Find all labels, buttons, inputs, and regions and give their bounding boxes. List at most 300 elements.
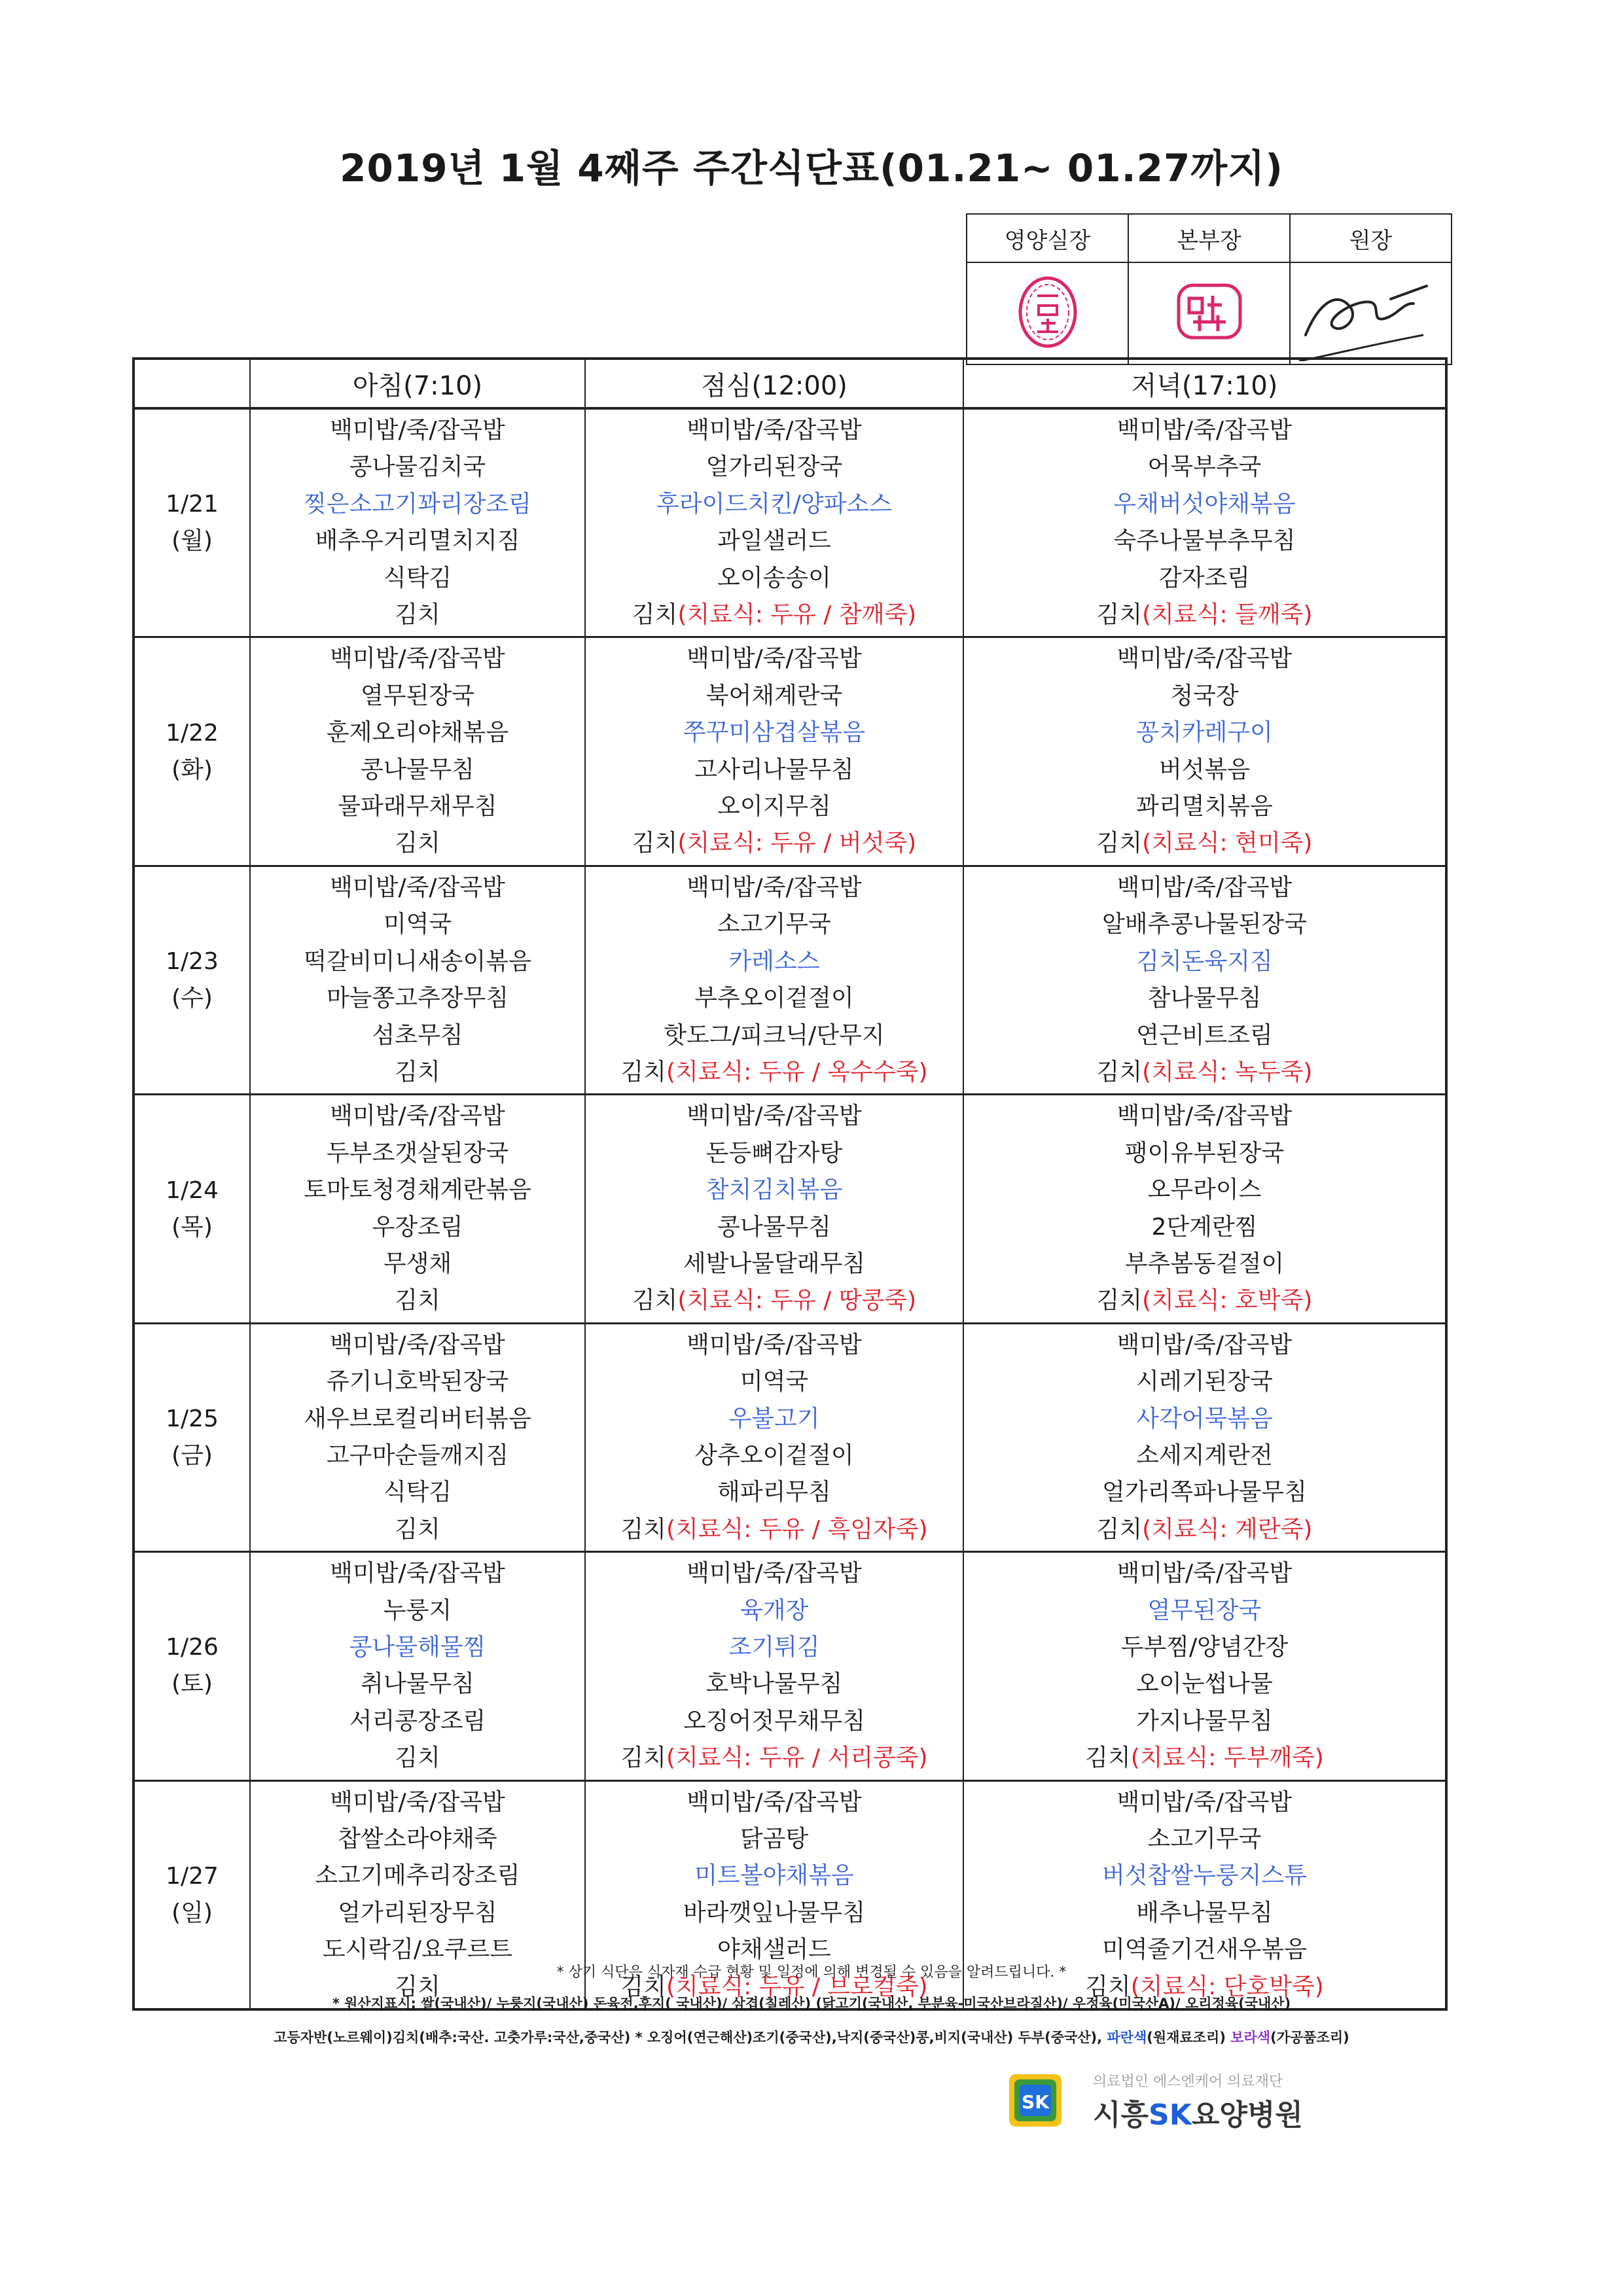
menu-item-text: 백미밥/죽/잡곡밥 bbox=[687, 874, 862, 901]
approval-sign-head bbox=[1290, 262, 1452, 364]
menu-item-text: 백미밥/죽/잡곡밥 bbox=[1116, 645, 1293, 673]
menu-item-text: 누룽지 bbox=[383, 1597, 452, 1624]
breakfast-cell bbox=[250, 637, 585, 866]
menu-item bbox=[586, 1438, 963, 1474]
approval-box bbox=[966, 213, 1452, 365]
menu-item bbox=[964, 486, 1445, 523]
day-date: 1/25 bbox=[166, 1405, 219, 1432]
menu-item bbox=[251, 825, 584, 862]
menu-item bbox=[251, 1135, 584, 1172]
menu-item bbox=[251, 870, 584, 906]
menu-item bbox=[251, 412, 584, 449]
menu-item-text: 어묵부추국 bbox=[1147, 453, 1262, 481]
menu-item-text: 무생채 bbox=[383, 1250, 452, 1277]
menu-item-text: 카레소스 bbox=[728, 947, 820, 975]
day-date: 1/23 bbox=[166, 948, 219, 976]
menu-item bbox=[251, 523, 584, 559]
menu-item bbox=[964, 1172, 1445, 1209]
menu-item bbox=[586, 1098, 963, 1135]
therapeutic-diet-note: (치료식: 호박죽) bbox=[1142, 1287, 1313, 1315]
menu-item-text: 호박나물무침 bbox=[705, 1670, 843, 1698]
menu-item bbox=[586, 825, 963, 862]
menu-item bbox=[251, 1364, 584, 1400]
menu-item-text: 섬초무침 bbox=[372, 1021, 463, 1049]
menu-item bbox=[251, 597, 584, 633]
therapeutic-diet-note: (치료식: 두유 / 흑임자죽) bbox=[666, 1515, 928, 1543]
menu-item-text: 고구마순들깨지짐 bbox=[326, 1441, 509, 1469]
lunch-cell bbox=[585, 637, 963, 866]
menu-item bbox=[251, 1858, 584, 1894]
menu-item bbox=[251, 641, 584, 677]
menu-item bbox=[964, 825, 1445, 862]
change-notice: * 상기 식단은 식자재 수급 현황 및 일정에 의해 변경될 수 있음을 알려드립니다. * bbox=[556, 1964, 1067, 1981]
menu-item bbox=[251, 1593, 584, 1629]
lunch-cell bbox=[585, 1323, 963, 1551]
day-row bbox=[134, 1095, 1446, 1323]
menu-item bbox=[586, 1327, 963, 1364]
day-weekday: (금) bbox=[171, 1441, 213, 1469]
menu-item-text: 김치 bbox=[620, 1515, 666, 1543]
menu-item bbox=[586, 1895, 963, 1932]
menu-item-text: 김치 bbox=[395, 1744, 440, 1772]
menu-item-text: 후라이드치킨/양파소스 bbox=[656, 490, 892, 518]
day-weekday: (목) bbox=[171, 1213, 213, 1241]
menu-item bbox=[964, 523, 1445, 559]
menu-item-text: 백미밥/죽/잡곡밥 bbox=[1116, 1560, 1293, 1587]
menu-item-text: 두부찜/양념간장 bbox=[1120, 1634, 1289, 1661]
menu-item-text: 백미밥/죽/잡곡밥 bbox=[687, 645, 862, 673]
menu-item-text: 김치 bbox=[620, 1058, 666, 1086]
menu-item-text: 김치 bbox=[632, 830, 678, 857]
dinner-cell bbox=[963, 1095, 1446, 1323]
day-row bbox=[134, 866, 1446, 1094]
logo-mark-text: SK bbox=[1022, 2091, 1049, 2113]
menu-item-text: 부추봄동겉절이 bbox=[1124, 1250, 1285, 1277]
therapeutic-diet-note: (치료식: 두유 / 버섯죽) bbox=[677, 830, 917, 857]
menu-item-text: 두부조갯살된장국 bbox=[326, 1139, 509, 1167]
menu-item-text: 상추오이겉절이 bbox=[694, 1441, 854, 1469]
menu-item-text: 야채샐러드 bbox=[717, 1936, 831, 1964]
menu-item bbox=[586, 1017, 963, 1054]
menu-item-text: 소고기무국 bbox=[1147, 1826, 1262, 1853]
day-row bbox=[134, 1552, 1446, 1780]
menu-item-text: 백미밥/죽/잡곡밥 bbox=[1116, 1331, 1293, 1358]
menu-item bbox=[251, 486, 584, 523]
menu-item-text: 청국장 bbox=[1170, 682, 1239, 709]
menu-item bbox=[586, 449, 963, 486]
legend-blue-desc: (원재료조리) bbox=[1147, 2030, 1226, 2045]
menu-item bbox=[586, 523, 963, 559]
menu-item bbox=[251, 1054, 584, 1091]
menu-item-text: 백미밥/죽/잡곡밥 bbox=[687, 1103, 862, 1130]
menu-item bbox=[251, 1282, 584, 1319]
menu-item-text: 감자조림 bbox=[1158, 564, 1251, 592]
approval-sign-director bbox=[1128, 262, 1290, 364]
menu-item-text: 꽈리멸치볶음 bbox=[1136, 793, 1273, 821]
signature-icon bbox=[1293, 263, 1450, 361]
menu-item-text: 김치 bbox=[395, 830, 440, 857]
menu-item bbox=[586, 1858, 963, 1894]
therapeutic-diet-note: (치료식: 두유 / 옥수수죽) bbox=[666, 1058, 928, 1086]
menu-item-text: 부추오이겉절이 bbox=[694, 985, 854, 1012]
menu-item-text: 열무된장국 bbox=[1147, 1597, 1262, 1624]
menu-item bbox=[251, 1703, 584, 1740]
menu-item bbox=[251, 1438, 584, 1474]
menu-item bbox=[964, 597, 1445, 633]
menu-item bbox=[586, 1401, 963, 1438]
menu-item bbox=[964, 1703, 1445, 1740]
menu-item bbox=[586, 412, 963, 449]
menu-item bbox=[586, 1282, 963, 1319]
menu-item-text: 조기튀김 bbox=[728, 1634, 820, 1661]
menu-item-text: 김치 bbox=[395, 1287, 440, 1315]
menu-item bbox=[964, 1054, 1445, 1091]
menu-item-text: 오이눈썹나물 bbox=[1136, 1670, 1273, 1698]
menu-item bbox=[251, 1209, 584, 1246]
menu-item bbox=[586, 788, 963, 825]
menu-item-text: 토마토청경채계란볶음 bbox=[304, 1176, 531, 1204]
menu-item-text: 오이송송이 bbox=[717, 564, 831, 592]
menu-item-text: 백미밥/죽/잡곡밥 bbox=[687, 1560, 862, 1587]
menu-item-text: 소고기무국 bbox=[717, 911, 831, 938]
menu-item bbox=[251, 1401, 584, 1438]
menu-item-text: 알배추콩나물된장국 bbox=[1102, 911, 1307, 938]
menu-item bbox=[251, 560, 584, 597]
day-date: 1/26 bbox=[166, 1634, 219, 1661]
menu-item bbox=[586, 1135, 963, 1172]
menu-item-text: 김치 bbox=[1085, 1744, 1131, 1772]
menu-item bbox=[964, 641, 1445, 677]
menu-item bbox=[964, 1895, 1445, 1932]
menu-item bbox=[586, 1209, 963, 1246]
menu-item-text: 소세지계란전 bbox=[1136, 1441, 1273, 1469]
menu-item-text: 백미밥/죽/잡곡밥 bbox=[330, 1560, 505, 1587]
menu-item-text: 바라깻잎나물무침 bbox=[683, 1899, 866, 1926]
menu-item bbox=[964, 1401, 1445, 1438]
menu-item-text: 참치김치볶음 bbox=[705, 1176, 843, 1204]
day-cell bbox=[134, 1323, 250, 1551]
breakfast-cell bbox=[250, 1323, 585, 1551]
day-row bbox=[134, 1323, 1446, 1551]
menu-item-text: 소고기메추리장조림 bbox=[315, 1862, 520, 1890]
menu-item bbox=[964, 752, 1445, 788]
menu-item-text: 김치 bbox=[1096, 1058, 1143, 1086]
menu-item bbox=[586, 1821, 963, 1858]
lunch-cell bbox=[585, 1095, 963, 1323]
menu-item-text: 쥬기니호박된장국 bbox=[326, 1368, 509, 1396]
menu-item bbox=[251, 449, 584, 486]
menu-item bbox=[586, 1593, 963, 1629]
menu-item-text: 김치 bbox=[1085, 1973, 1131, 2000]
menu-item bbox=[251, 1666, 584, 1703]
day-row bbox=[134, 637, 1446, 866]
menu-body bbox=[134, 408, 1446, 2009]
menu-item bbox=[251, 1740, 584, 1776]
menu-item-text: 오무라이스 bbox=[1147, 1176, 1262, 1204]
menu-item-text: 백미밥/죽/잡곡밥 bbox=[1116, 1788, 1293, 1816]
menu-item-text: 콩나물무침 bbox=[361, 756, 474, 783]
menu-item-text: 백미밥/죽/잡곡밥 bbox=[1116, 874, 1293, 901]
menu-item-text: 김치 bbox=[1096, 830, 1143, 857]
menu-item bbox=[964, 1784, 1445, 1821]
day-date: 1/22 bbox=[166, 719, 219, 747]
menu-item bbox=[586, 560, 963, 597]
approval-sign-nutrition bbox=[967, 262, 1128, 364]
day-date: 1/27 bbox=[166, 1862, 219, 1890]
menu-item-text: 김치돈육지짐 bbox=[1136, 947, 1273, 975]
menu-item bbox=[586, 1474, 963, 1511]
menu-item bbox=[251, 1246, 584, 1282]
therapeutic-diet-note: (치료식: 두부깨죽) bbox=[1130, 1744, 1324, 1772]
menu-item-text: 백미밥/죽/잡곡밥 bbox=[330, 645, 505, 673]
therapeutic-diet-note: (치료식: 들깨죽) bbox=[1142, 601, 1313, 629]
menu-item-text: 콩나물김치국 bbox=[349, 453, 486, 481]
menu-item bbox=[586, 1740, 963, 1776]
menu-item-text: 배추나물무침 bbox=[1136, 1899, 1273, 1926]
menu-item bbox=[964, 1438, 1445, 1474]
menu-item-text: 얼가리된장국 bbox=[705, 453, 843, 481]
therapeutic-diet-note: (치료식: 두유 / 브로컬죽) bbox=[666, 1973, 928, 2000]
column-header-lunch: 점심(12:00) bbox=[585, 359, 963, 408]
menu-item-text: 버섯볶음 bbox=[1158, 756, 1251, 783]
menu-item-text: 버섯찹쌀누룽지스튜 bbox=[1102, 1862, 1307, 1890]
menu-item-text: 식탁김 bbox=[383, 1479, 452, 1506]
menu-item-text: 시레기된장국 bbox=[1136, 1368, 1273, 1396]
approval-header-head: 원장 bbox=[1290, 214, 1452, 262]
menu-item bbox=[586, 1629, 963, 1666]
menu-item-text: 우불고기 bbox=[728, 1405, 820, 1432]
menu-item bbox=[586, 1555, 963, 1592]
dinner-cell bbox=[963, 866, 1446, 1094]
menu-item bbox=[251, 715, 584, 751]
menu-item bbox=[251, 980, 584, 1017]
menu-item-text: 물파래무채무침 bbox=[338, 793, 497, 821]
therapeutic-diet-note: (치료식: 현미죽) bbox=[1142, 830, 1313, 857]
menu-item-text: 김치 bbox=[395, 1973, 440, 2000]
menu-item bbox=[964, 1474, 1445, 1511]
approval-header-director: 본부장 bbox=[1128, 214, 1290, 262]
menu-item bbox=[586, 678, 963, 715]
menu-item-text: 쭈꾸미삼겹살볶음 bbox=[683, 719, 866, 747]
menu-item-text: 김치 bbox=[395, 1058, 440, 1086]
menu-item bbox=[586, 1172, 963, 1209]
menu-item-text: 찹쌀소라야채죽 bbox=[338, 1826, 497, 1853]
menu-item-text: 고사리나물무침 bbox=[694, 756, 854, 783]
menu-item bbox=[586, 597, 963, 633]
menu-item-text: 육개장 bbox=[740, 1597, 809, 1624]
menu-item-text: 백미밥/죽/잡곡밥 bbox=[687, 1331, 862, 1358]
menu-item-text: 연근비트조림 bbox=[1136, 1021, 1273, 1049]
menu-item-text: 백미밥/죽/잡곡밥 bbox=[1116, 417, 1293, 444]
menu-item bbox=[964, 1017, 1445, 1054]
menu-item-text: 김치 bbox=[620, 1744, 666, 1772]
menu-item bbox=[251, 1555, 584, 1592]
origin-notice-text: 고등자반(노르웨이)김치(배추:국산. 고춧가루:국산,중국산) * 오징어(연근해산)조기(중국산),낙지(중국산)콩,비지(국내산) 두부(중국산), bbox=[274, 2030, 1103, 2045]
origin-notice: * 원산지표시: 쌀(국내산)/ 누룽지(국내산) 돈육전,후지( 국내산)/ 삼겹(칠레산) (닭고기(국내산, 부분육-미국산브라질산)/ 우정육(미국산A)/ 오리정육(국내산) bbox=[332, 1996, 1291, 2011]
menu-item-text: 취나물무침 bbox=[361, 1670, 474, 1698]
menu-item bbox=[586, 1703, 963, 1740]
day-cell bbox=[134, 866, 250, 1094]
menu-item-text: 돈등뼈감자탕 bbox=[705, 1139, 843, 1167]
menu-item-text: 참나물무침 bbox=[1147, 985, 1262, 1012]
menu-item bbox=[251, 678, 584, 715]
menu-item bbox=[964, 1282, 1445, 1319]
menu-item bbox=[251, 1327, 584, 1364]
breakfast-cell bbox=[250, 866, 585, 1094]
menu-item-text: 세발나물달래무침 bbox=[683, 1250, 866, 1277]
lunch-cell bbox=[585, 408, 963, 637]
day-weekday: (월) bbox=[171, 527, 213, 555]
approval-header-nutrition: 영양실장 bbox=[967, 214, 1128, 262]
menu-item bbox=[964, 944, 1445, 980]
hospital-name: 시흥SK요양병원 bbox=[1093, 2098, 1303, 2132]
menu-item bbox=[586, 1246, 963, 1282]
menu-item-text: 팽이유부된장국 bbox=[1124, 1139, 1285, 1167]
therapeutic-diet-note: (치료식: 계란죽) bbox=[1142, 1515, 1313, 1543]
menu-item bbox=[964, 1364, 1445, 1400]
menu-item bbox=[251, 1098, 584, 1135]
menu-item bbox=[964, 1821, 1445, 1858]
menu-item-text: 백미밥/죽/잡곡밥 bbox=[330, 417, 505, 444]
menu-item bbox=[251, 944, 584, 980]
menu-item-text: 콩나물해물찜 bbox=[349, 1634, 486, 1661]
menu-item-text: 꽁치카레구이 bbox=[1136, 719, 1273, 747]
menu-item bbox=[964, 449, 1445, 486]
menu-item bbox=[251, 752, 584, 788]
column-header-breakfast: 아침(7:10) bbox=[250, 359, 585, 408]
menu-item-text: 떡갈비미니새송이볶음 bbox=[304, 947, 531, 975]
menu-item bbox=[964, 1740, 1445, 1776]
weekly-menu-table bbox=[132, 357, 1448, 2011]
menu-item bbox=[964, 1327, 1445, 1364]
menu-item-text: 가지나물무침 bbox=[1136, 1707, 1273, 1735]
menu-item bbox=[964, 412, 1445, 449]
therapeutic-diet-note: (치료식: 녹두죽) bbox=[1142, 1058, 1313, 1086]
menu-item-text: 김치 bbox=[1096, 1515, 1143, 1543]
menu-item-text: 서리콩장조림 bbox=[349, 1707, 486, 1735]
menu-item-text: 핫도그/피크닉/단무지 bbox=[664, 1021, 885, 1049]
menu-item bbox=[964, 715, 1445, 751]
menu-item bbox=[964, 788, 1445, 825]
menu-item-text: 도시락김/요쿠르트 bbox=[322, 1936, 513, 1964]
menu-item-text: 훈제오리야채볶음 bbox=[326, 719, 509, 747]
menu-item bbox=[964, 1098, 1445, 1135]
day-cell bbox=[134, 1552, 250, 1780]
menu-item-text: 2단계란찜 bbox=[1151, 1213, 1258, 1241]
menu-item-text: 숙주나물부추무침 bbox=[1113, 527, 1296, 555]
menu-item-text: 백미밥/죽/잡곡밥 bbox=[330, 1103, 505, 1130]
menu-item bbox=[964, 1858, 1445, 1894]
therapeutic-diet-note: (치료식: 두유 / 땅콩죽) bbox=[677, 1287, 917, 1315]
menu-item bbox=[586, 1784, 963, 1821]
menu-item bbox=[586, 980, 963, 1017]
menu-item-text: 식탁김 bbox=[383, 564, 452, 592]
menu-item bbox=[964, 1246, 1445, 1282]
logo-foundation-name: 의료법인 에스엔케어 의료재단 bbox=[1093, 2074, 1283, 2090]
menu-item-text: 찢은소고기꽈리장조림 bbox=[304, 490, 531, 518]
menu-item-text: 백미밥/죽/잡곡밥 bbox=[330, 874, 505, 901]
menu-item bbox=[251, 1895, 584, 1932]
menu-item-text: 북어채계란국 bbox=[705, 682, 843, 709]
menu-item-text: 김치 bbox=[632, 1287, 678, 1315]
legend-purple-label: 보라색 bbox=[1230, 2030, 1271, 2045]
column-header-day bbox=[134, 359, 250, 408]
menu-item-text: 백미밥/죽/잡곡밥 bbox=[1116, 1103, 1293, 1130]
breakfast-cell bbox=[250, 1095, 585, 1323]
lunch-cell bbox=[585, 1552, 963, 1780]
menu-item bbox=[964, 1511, 1445, 1548]
legend-blue-label: 파란색 bbox=[1107, 2030, 1147, 2045]
menu-item-text: 김치 bbox=[395, 601, 440, 629]
menu-item-text: 얼가리쪽파나물무침 bbox=[1102, 1479, 1307, 1506]
menu-item bbox=[964, 1135, 1445, 1172]
menu-item bbox=[586, 486, 963, 523]
menu-item bbox=[964, 560, 1445, 597]
menu-item bbox=[251, 1017, 584, 1054]
menu-item-text: 사각어묵볶음 bbox=[1136, 1405, 1273, 1432]
menu-item bbox=[964, 1666, 1445, 1703]
therapeutic-diet-note: (치료식: 단호박죽) bbox=[1130, 1973, 1324, 2000]
menu-item-text: 새우브로컬리버터볶음 bbox=[304, 1405, 531, 1432]
menu-item bbox=[964, 1629, 1445, 1666]
menu-item bbox=[586, 641, 963, 677]
menu-item-text: 미역국 bbox=[740, 1368, 809, 1396]
menu-item bbox=[586, 870, 963, 906]
dinner-cell bbox=[963, 408, 1446, 637]
menu-item bbox=[586, 906, 963, 943]
menu-item-text: 우장조림 bbox=[372, 1213, 463, 1241]
menu-item-text: 김치 bbox=[620, 1973, 666, 2000]
day-weekday: (토) bbox=[171, 1670, 213, 1698]
menu-item-text: 콩나물무침 bbox=[717, 1213, 831, 1241]
day-row bbox=[134, 408, 1446, 637]
menu-item-text: 과일샐러드 bbox=[717, 527, 831, 555]
page-title: 2019년 1월 4째주 주간식단표(01.21~ 01.27까지) bbox=[340, 146, 1283, 190]
red-seal-stamp-icon bbox=[1167, 276, 1252, 348]
breakfast-cell bbox=[250, 1552, 585, 1780]
menu-item bbox=[964, 1209, 1445, 1246]
origin-notice-2 bbox=[0, 2027, 1623, 2047]
menu-item bbox=[251, 1629, 584, 1666]
menu-item bbox=[586, 715, 963, 751]
menu-item-text: 우채버섯야채볶음 bbox=[1113, 490, 1296, 518]
breakfast-cell bbox=[250, 408, 585, 637]
dinner-cell bbox=[963, 1323, 1446, 1551]
menu-item bbox=[251, 1784, 584, 1821]
menu-item bbox=[586, 1666, 963, 1703]
menu-item-text: 김치 bbox=[1096, 1287, 1143, 1315]
menu-item bbox=[964, 1555, 1445, 1592]
menu-item-text: 얼가리된장무침 bbox=[338, 1899, 497, 1926]
menu-item-text: 배추우거리멸치지짐 bbox=[315, 527, 520, 555]
menu-item-text: 백미밥/죽/잡곡밥 bbox=[330, 1788, 505, 1816]
red-seal-stamp-icon bbox=[1008, 270, 1087, 355]
menu-item-text: 오이지무침 bbox=[717, 793, 831, 821]
menu-item-text: 미역국 bbox=[383, 911, 452, 938]
menu-item-text: 김치 bbox=[395, 1515, 440, 1543]
menu-item-text: 미역줄기건새우볶음 bbox=[1102, 1936, 1307, 1964]
menu-item bbox=[964, 980, 1445, 1017]
menu-item-text: 오징어젓무채무침 bbox=[683, 1707, 866, 1735]
menu-item-text: 닭곰탕 bbox=[740, 1826, 809, 1853]
day-cell bbox=[134, 1095, 250, 1323]
day-weekday: (화) bbox=[171, 756, 213, 783]
day-cell bbox=[134, 637, 250, 866]
menu-item bbox=[964, 870, 1445, 906]
legend-purple-desc: (가공품조리) bbox=[1270, 2030, 1349, 2045]
menu-item bbox=[586, 944, 963, 980]
dinner-cell bbox=[963, 1552, 1446, 1780]
